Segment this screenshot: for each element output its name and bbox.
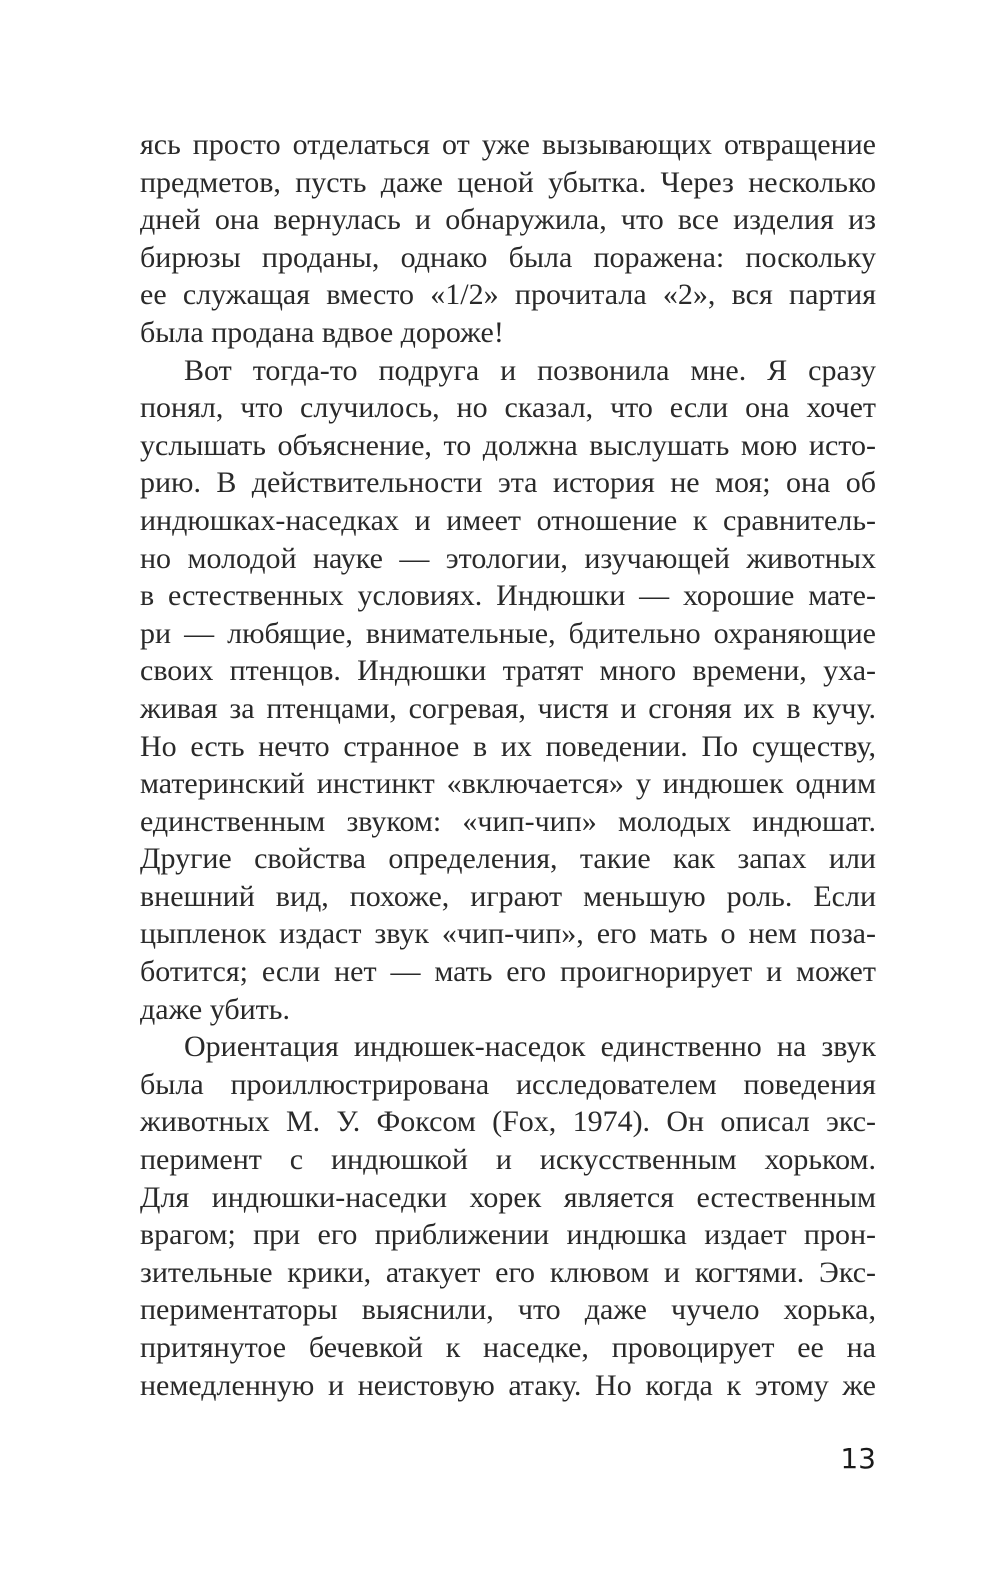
text-line: услышать объяснение, то должна выслушать мою исто- bbox=[140, 428, 876, 462]
text-line: в естественных условиях. Индюшки — хорошие мате- bbox=[140, 579, 876, 613]
text-line: Но есть нечто странное в их поведении. По существу, bbox=[140, 729, 876, 763]
text-line: бирюзы проданы, однако была поражена: поскольку bbox=[140, 240, 876, 274]
text-line: понял, что случилось, но сказал, что если она хочет bbox=[140, 391, 876, 425]
text-line: притянутое бечевкой к наседке, провоцирует ее на bbox=[140, 1331, 876, 1364]
text-line: рию. В действительности эта история не моя; она об bbox=[140, 466, 876, 500]
text-line: была проиллюстрирована исследователем поведения bbox=[140, 1067, 876, 1101]
text-line: даже убить. bbox=[140, 992, 290, 1026]
text-line: врагом; при его приближении индюшка издает прон- bbox=[140, 1218, 876, 1252]
text-line: дней она вернулась и обнаружила, что все изделия из bbox=[140, 203, 876, 237]
text-line: Для индюшки-наседки хорек является естественным bbox=[140, 1180, 876, 1214]
text-line: ри — любящие, внимательные, бдительно охраняющие bbox=[140, 616, 876, 650]
text-line: периментаторы выяснили, что даже чучело хорька, bbox=[140, 1293, 876, 1327]
text-line: цыпленок издаст звук «чип-чип», его мать о нем поза- bbox=[140, 917, 876, 951]
text-line: перимент с индюшкой и искусственным хорьком. bbox=[140, 1143, 876, 1177]
text-line: Ориентация индюшек-наседок единственно на звук bbox=[184, 1030, 876, 1064]
text-line: ботится; если нет — мать его проигнорирует и может bbox=[140, 955, 876, 989]
text-line: была продана вдвое дороже! bbox=[140, 315, 504, 349]
body-text bbox=[140, 126, 876, 1404]
text-line: но молодой науке — этологии, изучающей животных bbox=[140, 541, 876, 575]
text-line: предметов, пусть даже ценой убытка. Через несколько bbox=[140, 165, 876, 199]
text-line: внешний вид, похоже, играют меньшую роль. Если bbox=[140, 879, 876, 913]
text-line: живая за птенцами, согревая, чистя и сгоняя их в кучу. bbox=[140, 691, 876, 725]
text-line: животных М. У. Фоксом (Fox, 1974). Он описал экс- bbox=[140, 1105, 876, 1139]
text-line: немедленную и неистовую атаку. Но когда к этому же bbox=[140, 1368, 876, 1402]
page-number: 13 bbox=[840, 1442, 876, 1475]
text-line: единственным звуком: «чип-чип» молодых индюшат. bbox=[140, 804, 876, 838]
text-line: ясь просто отделаться от уже вызывающих отвращение bbox=[140, 128, 876, 161]
text-line: Другие свойства определения, такие как запах или bbox=[140, 842, 876, 876]
text-line: зительные крики, атакует его клювом и когтями. Экс- bbox=[140, 1255, 876, 1289]
text-line: Вот тогда-то подруга и позвонила мне. Я сразу bbox=[184, 353, 876, 387]
text-line: своих птенцов. Индюшки тратят много времени, уха- bbox=[140, 654, 876, 688]
text-line: ее служащая вместо «1/2» прочитала «2», вся партия bbox=[140, 278, 876, 312]
text-line: индюшках-наседках и имеет отношение к сравнитель- bbox=[140, 503, 876, 537]
text-line: материнский инстинкт «включается» у индюшек одним bbox=[140, 767, 876, 801]
